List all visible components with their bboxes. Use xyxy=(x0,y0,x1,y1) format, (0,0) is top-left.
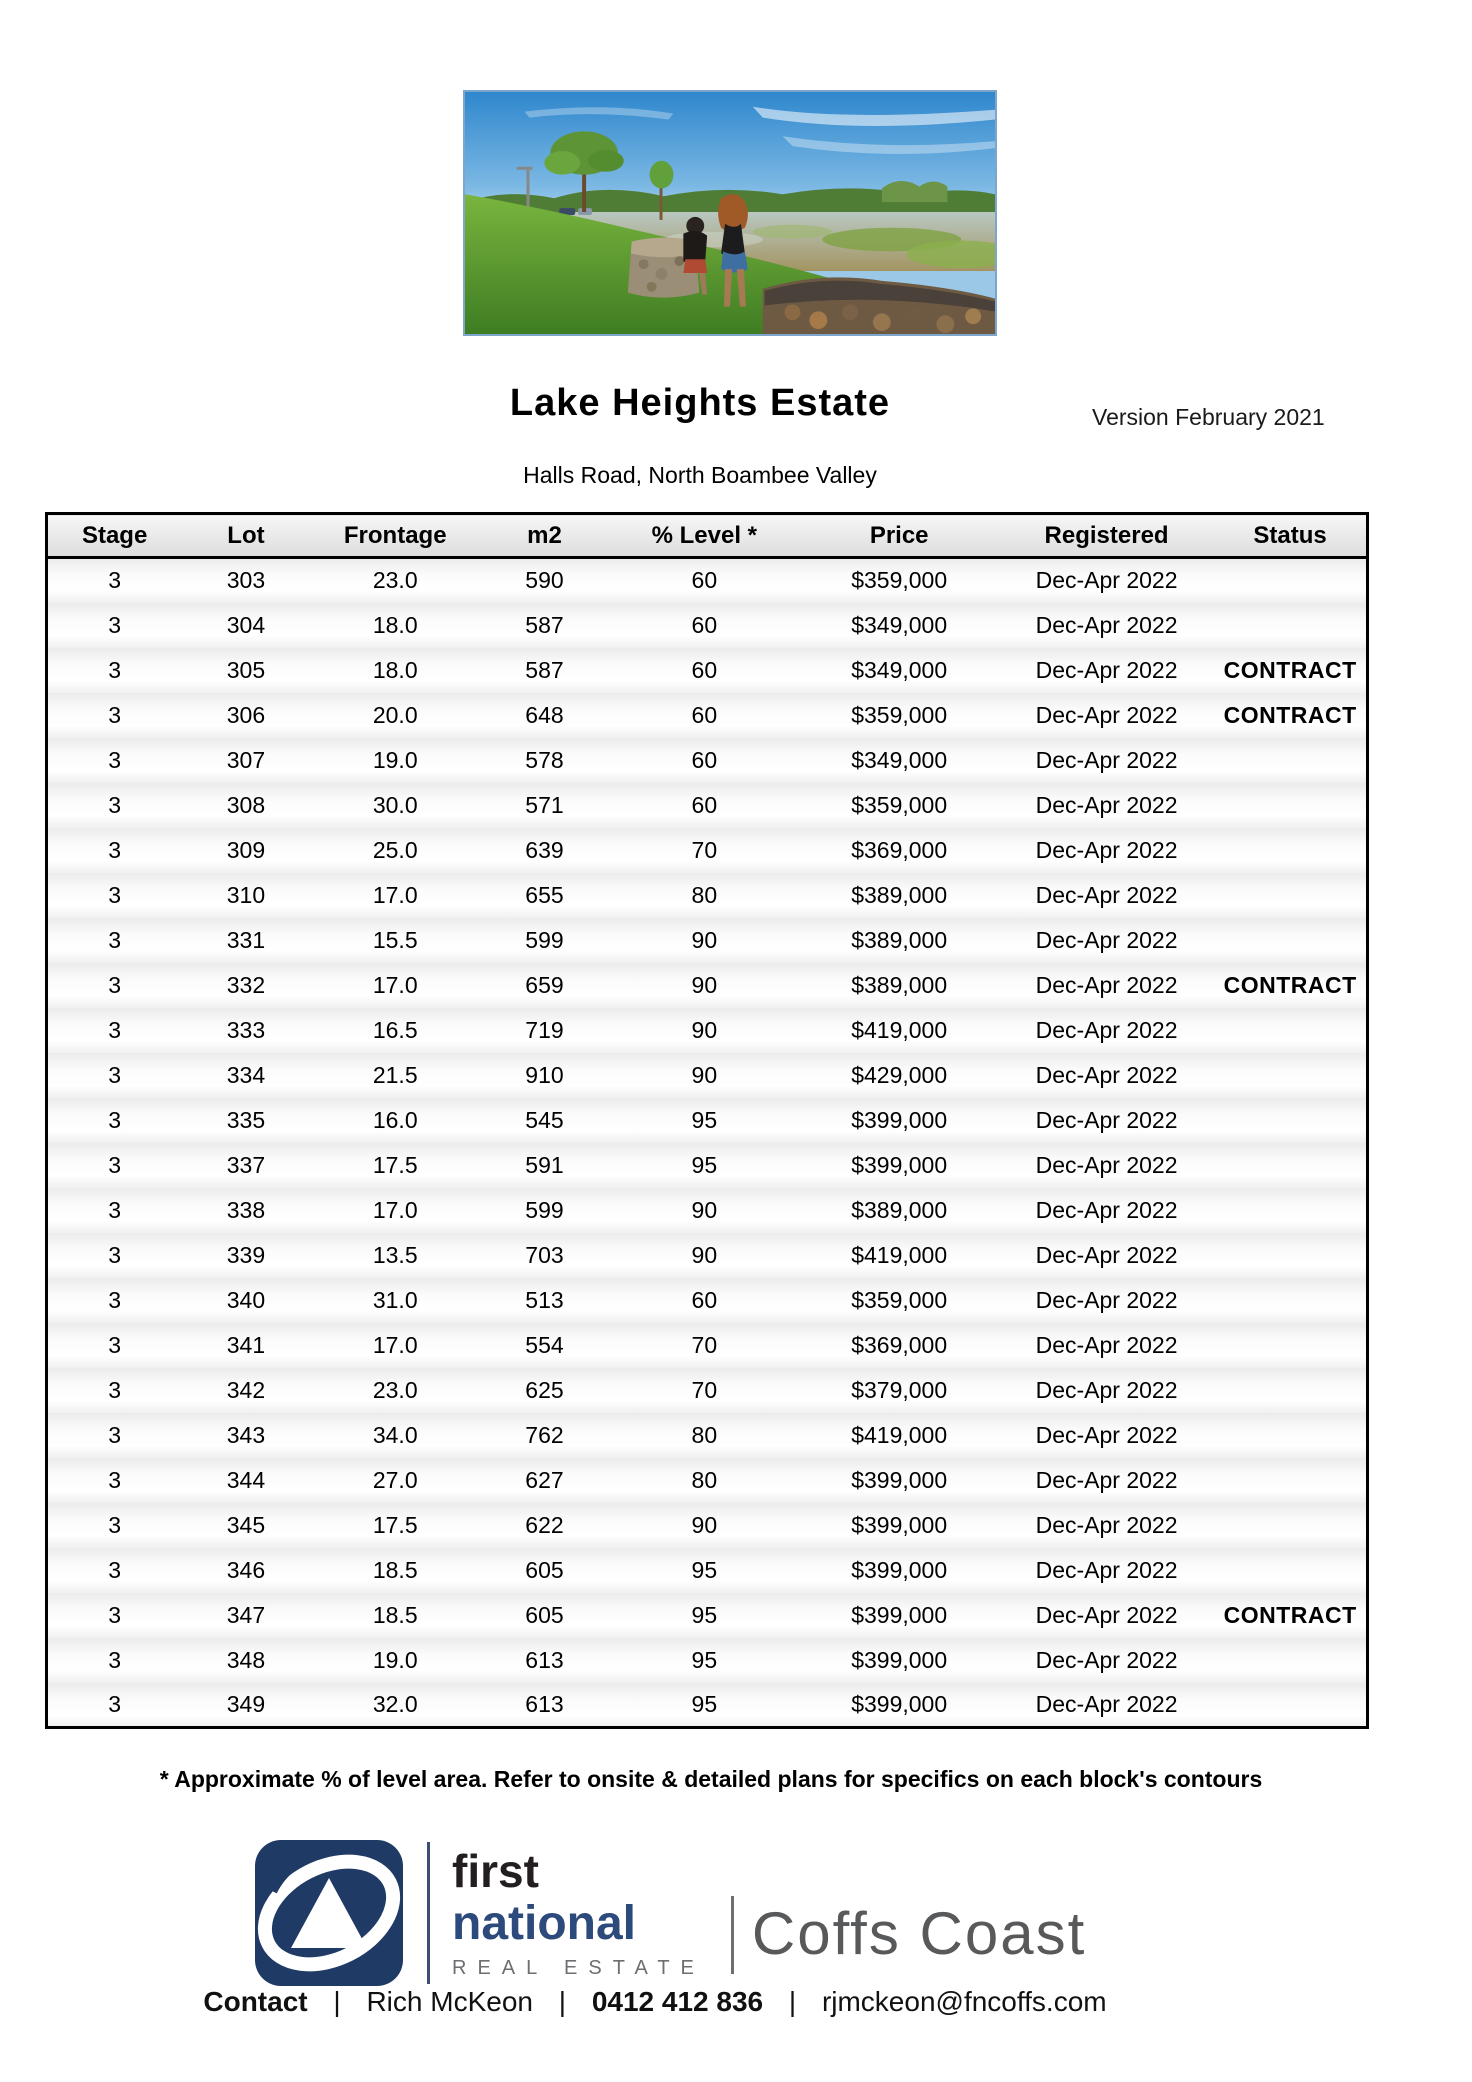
cell-level: 90 xyxy=(691,1511,718,1538)
contact-line xyxy=(0,1986,1310,2018)
hero-photo xyxy=(463,90,997,336)
cell-lot: 307 xyxy=(226,746,266,773)
cell-level: 80 xyxy=(691,881,718,908)
cell-m2: 545 xyxy=(525,1106,564,1133)
cell-m2: 762 xyxy=(525,1421,564,1448)
cell-registered: Dec-Apr 2022 xyxy=(1035,1690,1178,1717)
cell-status xyxy=(1214,558,1367,603)
cell-price: $369,000 xyxy=(851,836,948,863)
cell-status xyxy=(1214,738,1367,783)
cell-stage: 3 xyxy=(108,1556,122,1583)
cell-m2: 599 xyxy=(525,1196,564,1223)
cell-level: 95 xyxy=(691,1556,718,1583)
cell-registered: Dec-Apr 2022 xyxy=(1035,1241,1178,1268)
cell-price: $359,000 xyxy=(851,567,948,594)
cell-frontage: 17.0 xyxy=(372,1331,418,1358)
cell-level: 60 xyxy=(691,656,718,683)
cell-status xyxy=(1214,1098,1367,1143)
cell-price: $369,000 xyxy=(851,1331,948,1358)
cell-lot: 346 xyxy=(226,1556,266,1583)
agent-email[interactable]: rjmckeon@fncoffs.com xyxy=(821,1986,1107,2017)
cell-level: 60 xyxy=(691,1286,718,1313)
cell-registered: Dec-Apr 2022 xyxy=(1035,1556,1178,1583)
cell-level: 90 xyxy=(691,926,718,953)
contact-separator: | xyxy=(788,1986,797,2017)
cell-lot: 305 xyxy=(226,656,266,683)
cell-frontage: 17.5 xyxy=(372,1511,418,1538)
cell-stage: 3 xyxy=(108,1601,122,1628)
cell-stage: 3 xyxy=(108,1286,122,1313)
brand-real-estate-text: REAL ESTATE xyxy=(452,1957,705,1979)
cell-stage: 3 xyxy=(108,1241,122,1268)
table-row xyxy=(47,1458,1368,1503)
cell-price: $399,000 xyxy=(851,1646,948,1673)
table-row xyxy=(47,828,1368,873)
cell-status xyxy=(1214,1638,1367,1683)
cell-price: $349,000 xyxy=(851,656,948,683)
cell-level: 90 xyxy=(691,1196,718,1223)
cell-level: 90 xyxy=(691,1061,718,1088)
cell-frontage: 18.0 xyxy=(372,611,418,638)
agent-phone[interactable]: 0412 412 836 xyxy=(591,1986,764,2017)
cell-level: 90 xyxy=(691,971,718,998)
cell-frontage: 20.0 xyxy=(372,701,418,728)
cell-price: $419,000 xyxy=(851,1421,948,1448)
cell-m2: 513 xyxy=(525,1286,564,1313)
cell-lot: 344 xyxy=(226,1466,266,1493)
cell-registered: Dec-Apr 2022 xyxy=(1035,926,1178,953)
column-header-lot: Lot xyxy=(181,514,310,558)
cell-stage: 3 xyxy=(108,1421,122,1448)
cell-level: 70 xyxy=(691,1331,718,1358)
table-row xyxy=(47,1098,1368,1143)
cell-stage: 3 xyxy=(108,1690,122,1717)
table-row xyxy=(47,1233,1368,1278)
office-name: Coffs Coast xyxy=(751,1899,1087,1967)
cell-lot: 347 xyxy=(226,1601,266,1628)
table-row xyxy=(47,1278,1368,1323)
cell-m2: 627 xyxy=(525,1466,564,1493)
cell-registered: Dec-Apr 2022 xyxy=(1035,746,1178,773)
cell-price: $389,000 xyxy=(851,1196,948,1223)
table-row xyxy=(47,558,1368,603)
cell-stage: 3 xyxy=(108,1106,122,1133)
table-row xyxy=(47,738,1368,783)
cell-frontage: 31.0 xyxy=(372,1286,418,1313)
cell-lot: 303 xyxy=(226,567,266,594)
cell-status xyxy=(1214,1143,1367,1188)
brand-national-text: national xyxy=(452,1897,637,1950)
cell-level: 70 xyxy=(691,1376,718,1403)
cell-m2: 648 xyxy=(525,701,564,728)
table-row xyxy=(47,1008,1368,1053)
cell-registered: Dec-Apr 2022 xyxy=(1035,1196,1178,1223)
cell-price: $399,000 xyxy=(851,1466,948,1493)
cell-price: $419,000 xyxy=(851,1016,948,1043)
cell-status: CONTRACT xyxy=(1223,656,1357,683)
cell-level: 90 xyxy=(691,1241,718,1268)
cell-lot: 310 xyxy=(226,881,266,908)
cell-lot: 332 xyxy=(226,971,266,998)
cell-registered: Dec-Apr 2022 xyxy=(1035,1376,1178,1403)
cell-frontage: 25.0 xyxy=(372,836,418,863)
logo-divider xyxy=(427,1842,430,1984)
cell-status xyxy=(1214,1368,1367,1413)
cell-registered: Dec-Apr 2022 xyxy=(1035,701,1178,728)
cell-stage: 3 xyxy=(108,1331,122,1358)
cell-frontage: 18.5 xyxy=(372,1601,418,1628)
cell-status xyxy=(1214,1053,1367,1098)
column-header-status: Status xyxy=(1214,514,1367,558)
cell-frontage: 17.0 xyxy=(372,971,418,998)
page-title: Lake Heights Estate xyxy=(509,382,891,424)
cell-level: 70 xyxy=(691,836,718,863)
cell-price: $359,000 xyxy=(851,791,948,818)
cell-stage: 3 xyxy=(108,1646,122,1673)
cell-status xyxy=(1214,783,1367,828)
table-row xyxy=(47,918,1368,963)
table-row xyxy=(47,1593,1368,1638)
price-table xyxy=(45,512,1369,1729)
cell-frontage: 34.0 xyxy=(372,1421,418,1448)
cell-frontage: 27.0 xyxy=(372,1466,418,1493)
cell-status xyxy=(1214,873,1367,918)
cell-price: $349,000 xyxy=(851,611,948,638)
cell-status xyxy=(1214,1233,1367,1278)
table-row xyxy=(47,1548,1368,1593)
cell-frontage: 19.0 xyxy=(372,1646,418,1673)
table-row xyxy=(47,1638,1368,1683)
cell-m2: 613 xyxy=(525,1646,564,1673)
cell-m2: 703 xyxy=(525,1241,564,1268)
cell-price: $399,000 xyxy=(851,1690,948,1717)
cell-lot: 339 xyxy=(226,1241,266,1268)
cell-status xyxy=(1214,603,1367,648)
cell-m2: 613 xyxy=(525,1690,564,1717)
cell-lot: 340 xyxy=(226,1286,266,1313)
table-row xyxy=(47,1143,1368,1188)
cell-frontage: 17.0 xyxy=(372,1196,418,1223)
column-header-m2: m2 xyxy=(480,514,609,558)
contact-separator: | xyxy=(558,1986,567,2017)
cell-level: 95 xyxy=(691,1646,718,1673)
cell-m2: 605 xyxy=(525,1556,564,1583)
cell-stage: 3 xyxy=(108,971,122,998)
cell-frontage: 23.0 xyxy=(372,1376,418,1403)
cell-price: $399,000 xyxy=(851,1601,948,1628)
table-row xyxy=(47,1053,1368,1098)
cell-stage: 3 xyxy=(108,611,122,638)
cell-registered: Dec-Apr 2022 xyxy=(1035,656,1178,683)
cell-frontage: 19.0 xyxy=(372,746,418,773)
cell-level: 60 xyxy=(691,746,718,773)
cell-stage: 3 xyxy=(108,567,122,594)
cell-stage: 3 xyxy=(108,836,122,863)
cell-level: 60 xyxy=(691,791,718,818)
cell-m2: 659 xyxy=(525,971,564,998)
cell-m2: 578 xyxy=(525,746,564,773)
column-header-registered: Registered xyxy=(999,514,1214,558)
cell-price: $349,000 xyxy=(851,746,948,773)
cell-stage: 3 xyxy=(108,926,122,953)
cell-lot: 345 xyxy=(226,1511,266,1538)
agency-logo xyxy=(253,1838,1086,1988)
cell-price: $399,000 xyxy=(851,1151,948,1178)
column-header-price: Price xyxy=(799,514,998,558)
cell-frontage: 15.5 xyxy=(372,926,418,953)
cell-stage: 3 xyxy=(108,1511,122,1538)
cell-lot: 308 xyxy=(226,791,266,818)
cell-frontage: 13.5 xyxy=(372,1241,418,1268)
cell-status xyxy=(1214,918,1367,963)
agent-name: Rich McKeon xyxy=(366,1986,533,2017)
cell-lot: 304 xyxy=(226,611,266,638)
cell-lot: 333 xyxy=(226,1016,266,1043)
cell-frontage: 21.5 xyxy=(372,1061,418,1088)
cell-lot: 338 xyxy=(226,1196,266,1223)
cell-registered: Dec-Apr 2022 xyxy=(1035,611,1178,638)
cell-m2: 591 xyxy=(525,1151,564,1178)
cell-m2: 605 xyxy=(525,1601,564,1628)
cell-level: 95 xyxy=(691,1690,718,1717)
cell-frontage: 17.0 xyxy=(372,881,418,908)
table-row xyxy=(47,783,1368,828)
table-header-row xyxy=(47,514,1368,558)
cell-level: 90 xyxy=(691,1016,718,1043)
cell-lot: 337 xyxy=(226,1151,266,1178)
cell-status: CONTRACT xyxy=(1223,701,1357,728)
cell-m2: 599 xyxy=(525,926,564,953)
cell-lot: 335 xyxy=(226,1106,266,1133)
cell-status xyxy=(1214,1683,1367,1728)
cell-m2: 571 xyxy=(525,791,564,818)
cell-frontage: 17.5 xyxy=(372,1151,418,1178)
cell-m2: 655 xyxy=(525,881,564,908)
office-divider xyxy=(731,1896,734,1974)
cell-registered: Dec-Apr 2022 xyxy=(1035,1421,1178,1448)
cell-registered: Dec-Apr 2022 xyxy=(1035,1286,1178,1313)
cell-m2: 625 xyxy=(525,1376,564,1403)
cell-m2: 622 xyxy=(525,1511,564,1538)
cell-frontage: 16.0 xyxy=(372,1106,418,1133)
cell-registered: Dec-Apr 2022 xyxy=(1035,1511,1178,1538)
cell-lot: 341 xyxy=(226,1331,266,1358)
cell-m2: 587 xyxy=(525,656,564,683)
table-row xyxy=(47,1503,1368,1548)
column-header-frontage: Frontage xyxy=(311,514,480,558)
cell-registered: Dec-Apr 2022 xyxy=(1035,1016,1178,1043)
cell-status xyxy=(1214,1548,1367,1593)
cell-price: $399,000 xyxy=(851,1511,948,1538)
column-header-level: % Level * xyxy=(609,514,799,558)
cell-m2: 639 xyxy=(525,836,564,863)
cell-m2: 587 xyxy=(525,611,564,638)
cell-stage: 3 xyxy=(108,791,122,818)
cell-lot: 348 xyxy=(226,1646,266,1673)
cell-level: 60 xyxy=(691,701,718,728)
cell-registered: Dec-Apr 2022 xyxy=(1035,1151,1178,1178)
cell-registered: Dec-Apr 2022 xyxy=(1035,836,1178,863)
cell-price: $359,000 xyxy=(851,1286,948,1313)
cell-status xyxy=(1214,1413,1367,1458)
table-row xyxy=(47,693,1368,738)
cell-registered: Dec-Apr 2022 xyxy=(1035,567,1178,594)
column-header-stage: Stage xyxy=(47,514,182,558)
cell-level: 60 xyxy=(691,611,718,638)
cell-price: $359,000 xyxy=(851,701,948,728)
cell-registered: Dec-Apr 2022 xyxy=(1035,1061,1178,1088)
cell-frontage: 30.0 xyxy=(372,791,418,818)
cell-stage: 3 xyxy=(108,1376,122,1403)
cell-lot: 331 xyxy=(226,926,266,953)
cell-price: $389,000 xyxy=(851,881,948,908)
table-row xyxy=(47,963,1368,1008)
cell-price: $389,000 xyxy=(851,926,948,953)
cell-stage: 3 xyxy=(108,1016,122,1043)
cell-frontage: 16.5 xyxy=(372,1016,418,1043)
cell-lot: 349 xyxy=(226,1690,266,1717)
table-row xyxy=(47,603,1368,648)
lake-park-illustration xyxy=(465,92,995,334)
cell-status: CONTRACT xyxy=(1223,971,1357,998)
table-row xyxy=(47,1323,1368,1368)
cell-lot: 343 xyxy=(226,1421,266,1448)
table-row xyxy=(47,873,1368,918)
cell-m2: 590 xyxy=(525,567,564,594)
cell-frontage: 32.0 xyxy=(372,1690,418,1717)
cell-lot: 306 xyxy=(226,701,266,728)
cell-lot: 342 xyxy=(226,1376,266,1403)
cell-level: 95 xyxy=(691,1601,718,1628)
cell-price: $379,000 xyxy=(851,1376,948,1403)
cell-status xyxy=(1214,1008,1367,1053)
cell-frontage: 23.0 xyxy=(372,567,418,594)
cell-registered: Dec-Apr 2022 xyxy=(1035,1601,1178,1628)
lots-table-body xyxy=(47,558,1368,1728)
cell-stage: 3 xyxy=(108,881,122,908)
cell-status xyxy=(1214,1278,1367,1323)
cell-stage: 3 xyxy=(108,1196,122,1223)
cell-level: 95 xyxy=(691,1106,718,1133)
cell-registered: Dec-Apr 2022 xyxy=(1035,881,1178,908)
cell-stage: 3 xyxy=(108,1466,122,1493)
table-row xyxy=(47,1368,1368,1413)
cell-status xyxy=(1214,1503,1367,1548)
cell-registered: Dec-Apr 2022 xyxy=(1035,1646,1178,1673)
cell-registered: Dec-Apr 2022 xyxy=(1035,1466,1178,1493)
cell-stage: 3 xyxy=(108,1061,122,1088)
cell-m2: 554 xyxy=(525,1331,564,1358)
cell-registered: Dec-Apr 2022 xyxy=(1035,971,1178,998)
cell-registered: Dec-Apr 2022 xyxy=(1035,1106,1178,1133)
cell-m2: 910 xyxy=(525,1061,564,1088)
table-row xyxy=(47,1188,1368,1233)
cell-price: $429,000 xyxy=(851,1061,948,1088)
cell-status xyxy=(1214,828,1367,873)
cell-lot: 334 xyxy=(226,1061,266,1088)
cell-level: 80 xyxy=(691,1421,718,1448)
cell-level: 60 xyxy=(691,567,718,594)
cell-status: CONTRACT xyxy=(1223,1601,1357,1628)
cell-stage: 3 xyxy=(108,1151,122,1178)
brand-first-text: first xyxy=(452,1845,539,1897)
cell-status xyxy=(1214,1188,1367,1233)
cell-price: $399,000 xyxy=(851,1556,948,1583)
table-row xyxy=(47,1413,1368,1458)
cell-stage: 3 xyxy=(108,656,122,683)
cell-registered: Dec-Apr 2022 xyxy=(1035,1331,1178,1358)
cell-lot: 309 xyxy=(226,836,266,863)
cell-level: 80 xyxy=(691,1466,718,1493)
cell-stage: 3 xyxy=(108,746,122,773)
cell-stage: 3 xyxy=(108,701,122,728)
cell-m2: 719 xyxy=(525,1016,564,1043)
table-row xyxy=(47,648,1368,693)
address-subtitle: Halls Road, North Boambee Valley xyxy=(523,462,877,488)
cell-registered: Dec-Apr 2022 xyxy=(1035,791,1178,818)
cell-price: $399,000 xyxy=(851,1106,948,1133)
cell-level: 95 xyxy=(691,1151,718,1178)
cell-frontage: 18.0 xyxy=(372,656,418,683)
contact-label: Contact xyxy=(203,1986,308,2017)
level-area-footnote: * Approximate % of level area. Refer to onsite & detailed plans for specifics on each block's contours xyxy=(159,1766,1263,1792)
table-row xyxy=(47,1683,1368,1728)
cell-status xyxy=(1214,1323,1367,1368)
cell-status xyxy=(1214,1458,1367,1503)
cell-price: $389,000 xyxy=(851,971,948,998)
contact-separator: | xyxy=(333,1986,341,2017)
first-national-logo-icon xyxy=(253,1838,405,1988)
version-label: Version February 2021 xyxy=(1092,404,1325,430)
cell-price: $419,000 xyxy=(851,1241,948,1268)
cell-frontage: 18.5 xyxy=(372,1556,418,1583)
